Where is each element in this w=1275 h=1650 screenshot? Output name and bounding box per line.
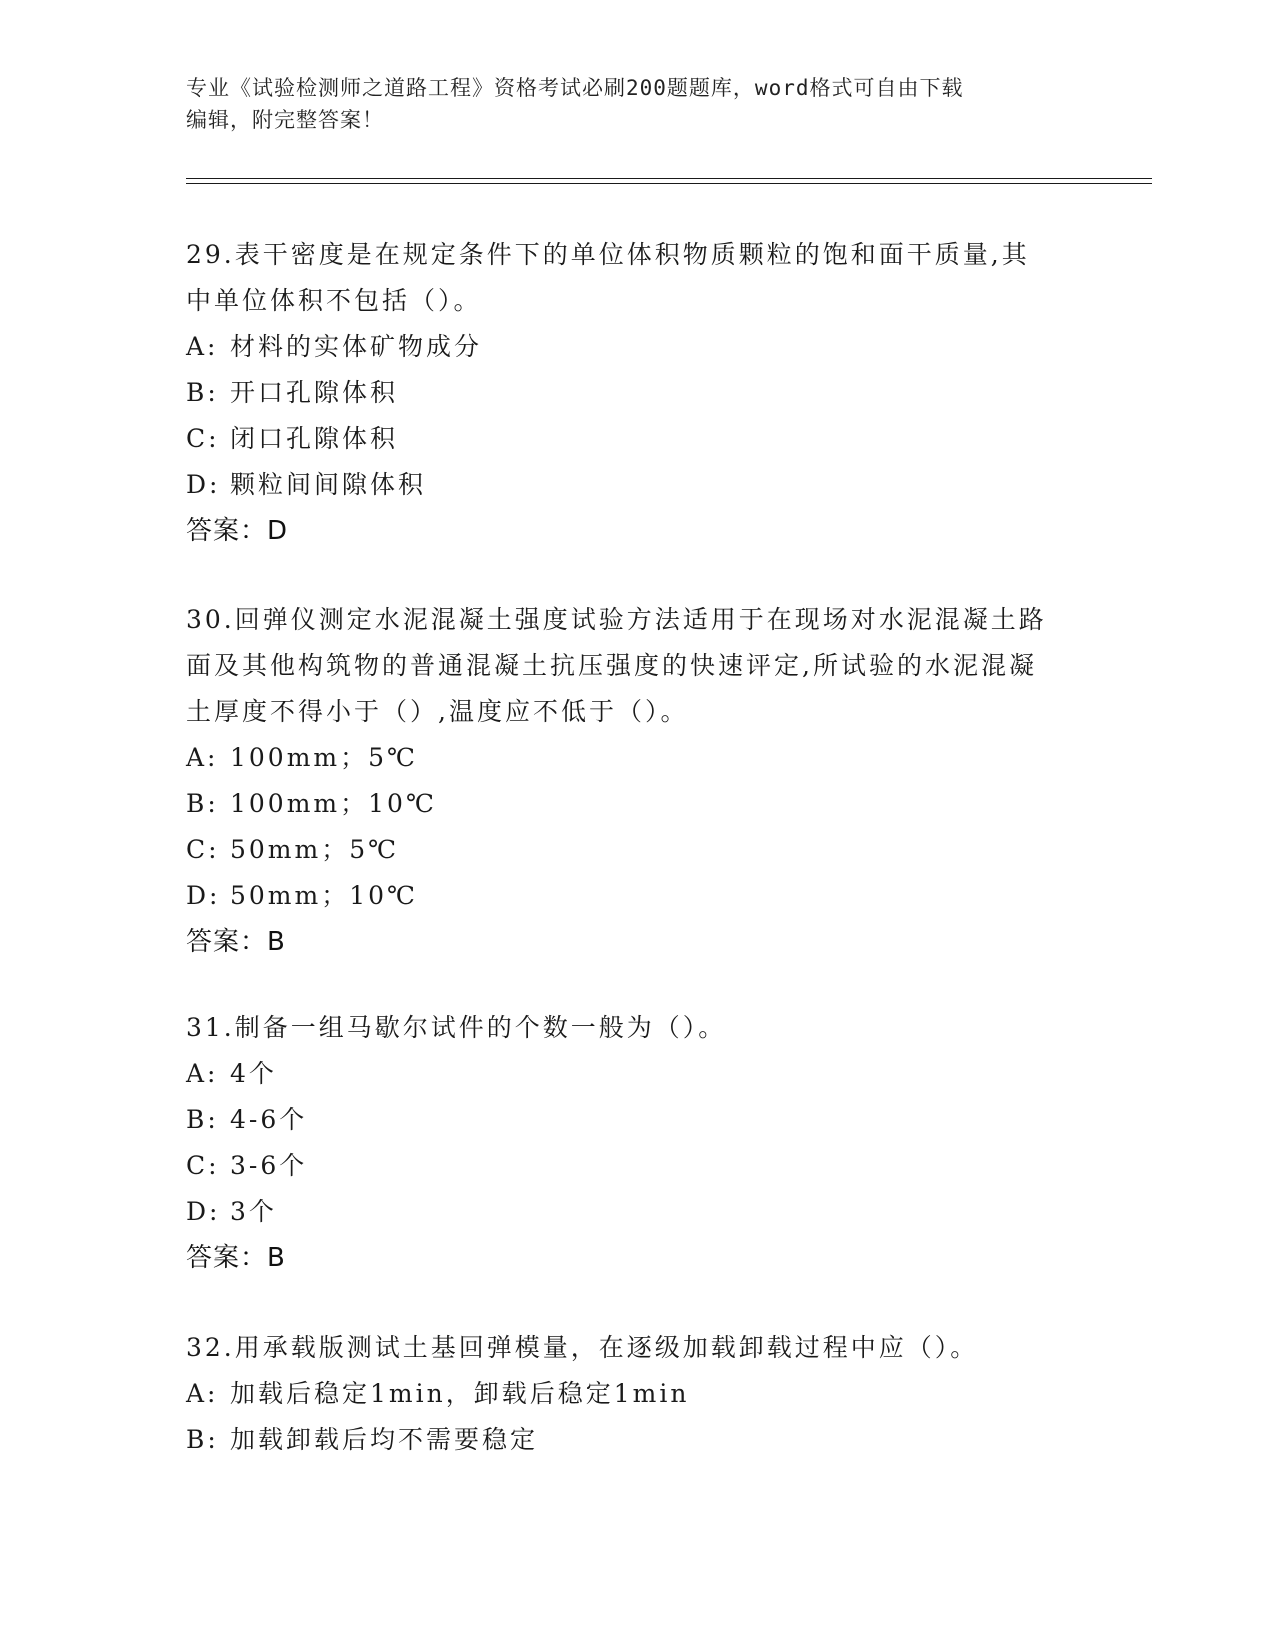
- option-letter: C:: [186, 835, 220, 864]
- option-letter: B:: [186, 378, 219, 407]
- option-a: [186, 324, 1086, 370]
- question-stem-line: 中单位体积不包括（）。: [186, 286, 482, 315]
- option-c: [186, 827, 1086, 873]
- option-c: [186, 416, 1086, 462]
- question-31: [186, 1005, 1086, 1281]
- question-stem-line: 面及其他构筑物的普通混凝土抗压强度的快速评定,所试验的水泥混凝: [186, 651, 1037, 680]
- question-30: [186, 597, 1086, 965]
- option-letter: A:: [186, 1059, 219, 1088]
- option-b: [186, 781, 1086, 827]
- option-text: 50mm；10℃: [230, 881, 419, 910]
- option-letter: D:: [186, 881, 221, 910]
- question-stem-line: 29.表干密度是在规定条件下的单位体积物质颗粒的饱和面干质量,其: [186, 240, 1030, 269]
- option-text: 加载卸载后均不需要稳定: [230, 1425, 539, 1454]
- option-letter: B:: [186, 789, 219, 818]
- option-d: [186, 1189, 1086, 1235]
- option-text: 4个: [230, 1059, 277, 1088]
- option-a: [186, 1371, 1086, 1417]
- option-letter: D:: [186, 1197, 221, 1226]
- option-text: 50mm；5℃: [230, 835, 400, 864]
- question-stem-line: 30.回弹仪测定水泥混凝土强度试验方法适用于在现场对水泥混凝土路: [186, 605, 1047, 634]
- option-letter: B:: [186, 1425, 219, 1454]
- option-d: [186, 873, 1086, 919]
- header-divider-top: [186, 178, 1152, 179]
- option-letter: A:: [186, 332, 219, 361]
- option-text: 闭口孔隙体积: [230, 424, 399, 453]
- answer-line: 答案：D: [186, 516, 289, 546]
- option-letter: C:: [186, 424, 220, 453]
- option-text: 颗粒间间隙体积: [230, 470, 427, 499]
- question-stem-line: 土厚度不得小于（）,温度应不低于（）。: [186, 697, 689, 726]
- option-text: 4-6个: [230, 1105, 308, 1134]
- option-letter: A:: [186, 743, 219, 772]
- option-b: [186, 370, 1086, 416]
- option-letter: B:: [186, 1105, 219, 1134]
- question-32: [186, 1325, 1086, 1463]
- header-line-1: 专业《试验检测师之道路工程》资格考试必刷200题题库，word格式可自由下载: [186, 76, 964, 100]
- option-text: 100mm；10℃: [230, 789, 437, 818]
- header-line-2: 编辑，附完整答案！: [186, 108, 384, 132]
- question-stem-line: 32.用承载版测试土基回弹模量，在逐级加载卸载过程中应（）。: [186, 1333, 979, 1362]
- option-text: 开口孔隙体积: [230, 378, 399, 407]
- option-b: [186, 1097, 1086, 1143]
- option-c: [186, 1143, 1086, 1189]
- option-letter: C:: [186, 1151, 220, 1180]
- document-header: [186, 72, 1076, 136]
- header-divider-bottom: [186, 183, 1152, 184]
- answer-line: 答案：B: [186, 1243, 286, 1273]
- question-29: [186, 232, 1086, 554]
- option-letter: A:: [186, 1379, 219, 1408]
- answer-line: 答案：B: [186, 927, 286, 957]
- option-a: [186, 735, 1086, 781]
- option-text: 100mm；5℃: [230, 743, 419, 772]
- option-text: 3-6个: [230, 1151, 308, 1180]
- option-text: 加载后稳定1min，卸载后稳定1min: [230, 1379, 690, 1408]
- option-text: 3个: [230, 1197, 277, 1226]
- option-d: [186, 462, 1086, 508]
- option-text: 材料的实体矿物成分: [230, 332, 483, 361]
- option-b: [186, 1417, 1086, 1463]
- option-letter: D:: [186, 470, 221, 499]
- option-a: [186, 1051, 1086, 1097]
- question-stem-line: 31.制备一组马歇尔试件的个数一般为（）。: [186, 1013, 727, 1042]
